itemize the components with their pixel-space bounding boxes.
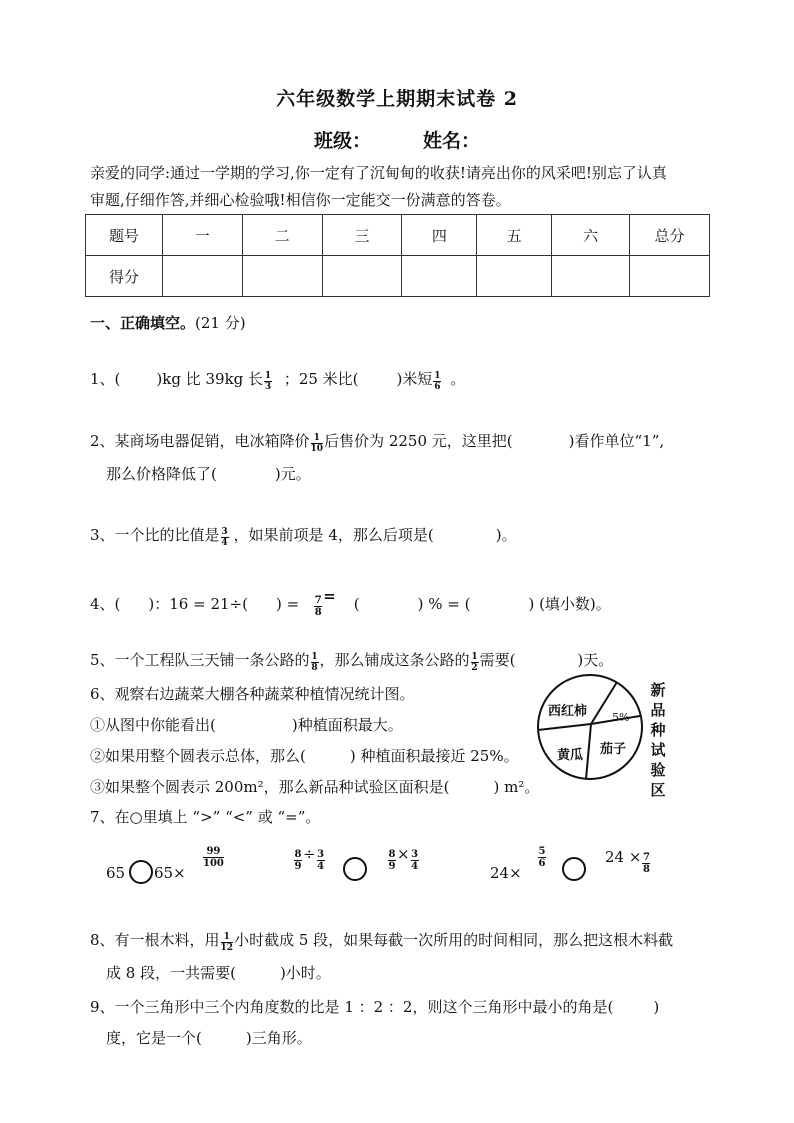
q9-text: 9、一个三角形中三个内角度数的比是 1 ：2 ：2，则这个三角形中最小的角是( bbox=[90, 998, 614, 1016]
q3-text: )。 bbox=[495, 526, 517, 544]
score-cell: 题号 bbox=[86, 215, 163, 256]
question-9-line-2 bbox=[106, 1027, 312, 1048]
compare-expr-3-right: 24 × $\frac{7}{8}$ bbox=[605, 848, 650, 875]
question-2 bbox=[90, 430, 664, 454]
score-input-cell[interactable] bbox=[402, 256, 477, 297]
class-label: 班级： bbox=[313, 130, 371, 152]
fraction: $\frac{1}{3}$ bbox=[264, 371, 272, 392]
q1-text: )kg 比 39kg 长 bbox=[156, 370, 264, 388]
score-cell: 一 bbox=[162, 215, 242, 256]
score-input-cell[interactable] bbox=[322, 256, 402, 297]
fraction: $\frac{3}{4}$ bbox=[221, 527, 228, 548]
question-2-line-2 bbox=[106, 463, 311, 484]
question-6-part-1 bbox=[90, 714, 403, 735]
q6-text: ①从图中你能看出( bbox=[90, 716, 216, 734]
q8-text: 小时截成 5 段，如果每截一次所用的时间相同，那么把这根木料截 bbox=[234, 931, 674, 949]
student-info bbox=[0, 126, 794, 153]
compare-expr-1-left: 65 bbox=[106, 864, 126, 882]
q6-text: ) 种植面积最接近 25%。 bbox=[349, 747, 519, 765]
score-row-label: 得分 bbox=[86, 256, 163, 297]
q9-text: 度，它是一个( bbox=[106, 1029, 202, 1047]
q2-text: 2、某商场电器促销，电冰箱降价 bbox=[90, 432, 310, 450]
q9-text: )三角形。 bbox=[245, 1029, 312, 1047]
question-8-line-2 bbox=[106, 962, 331, 983]
fraction: $\frac{1}{10}$ bbox=[310, 433, 324, 454]
compare-circle-3[interactable] bbox=[562, 857, 586, 881]
fraction: $\frac{99}{100}$ bbox=[203, 846, 224, 869]
q1-text: )米短 bbox=[396, 370, 433, 388]
q9-text: ) bbox=[653, 998, 660, 1016]
equals-sign: = bbox=[323, 587, 336, 605]
question-6-part-3 bbox=[90, 776, 539, 797]
q1-text: 。 bbox=[450, 370, 466, 388]
compare-expr-1-right: 65× bbox=[154, 864, 186, 882]
q2-text: )元。 bbox=[274, 465, 311, 483]
score-cell: 二 bbox=[242, 215, 322, 256]
compare-expr-2-left: $\frac{8}{9}$ ÷ $\frac{3}{4}$ bbox=[294, 845, 325, 872]
intro-line-2: 审题,仔细作答,并细心检验哦!相信你一定能交一份满意的答卷。 bbox=[90, 191, 511, 209]
score-table-score-row bbox=[86, 256, 710, 297]
pie-label-percent: 5% bbox=[612, 711, 630, 724]
pie-divider bbox=[586, 724, 591, 779]
fraction: $\frac{5}{6}$ bbox=[538, 846, 546, 869]
question-8 bbox=[90, 929, 673, 953]
q2-text: 那么价格降低了( bbox=[106, 465, 217, 483]
pie-label-cucumber: 黄瓜 bbox=[557, 748, 584, 763]
score-cell: 三 bbox=[322, 215, 402, 256]
fraction: $\frac{1}{8}$ bbox=[311, 652, 318, 673]
score-table-header-row bbox=[86, 215, 710, 256]
score-cell: 四 bbox=[402, 215, 477, 256]
pie-divider bbox=[538, 724, 591, 730]
score-input-cell[interactable] bbox=[552, 256, 630, 297]
question-5 bbox=[90, 649, 613, 673]
score-input-cell[interactable] bbox=[630, 256, 710, 297]
intro-line-1: 亲爱的同学:通过一学期的学习,你一定有了沉甸甸的收获!请亮出你的风采吧!别忘了认真 bbox=[90, 164, 667, 182]
compare-expr-2-right: $\frac{8}{9}$ × $\frac{3}{4}$ bbox=[388, 845, 419, 872]
compare-circle-1[interactable] bbox=[129, 860, 153, 884]
question-6-part-2 bbox=[90, 745, 519, 766]
question-6: 6、观察右边蔬菜大棚各种蔬菜种植情况统计图。 bbox=[90, 685, 415, 703]
score-input-cell[interactable] bbox=[242, 256, 322, 297]
pie-label-tomato: 西红柿 bbox=[548, 704, 588, 719]
q5-text: )天。 bbox=[577, 651, 614, 669]
q5-text: ，那么铺成这条公路的 bbox=[319, 651, 470, 669]
q6-text: ) m²。 bbox=[493, 778, 540, 796]
q6-text: )种植面积最大。 bbox=[291, 716, 403, 734]
q6-text: ②如果用整个圆表示总体，那么( bbox=[90, 747, 306, 765]
score-cell: 总分 bbox=[630, 215, 710, 256]
section-1-heading bbox=[90, 312, 246, 333]
score-input-cell[interactable] bbox=[162, 256, 242, 297]
vegetable-pie-chart bbox=[535, 672, 645, 782]
fraction: $\frac{7}{8}$ bbox=[314, 595, 322, 618]
name-label: 姓名： bbox=[423, 130, 481, 152]
section-1-title: 一、正确填空。 bbox=[90, 314, 196, 332]
score-input-cell[interactable] bbox=[477, 256, 552, 297]
fraction: $\frac{1}{12}$ bbox=[220, 932, 234, 953]
question-4 bbox=[90, 587, 611, 618]
q4-text: ) = bbox=[275, 595, 300, 613]
q8-text: )小时。 bbox=[279, 964, 331, 982]
question-7: 7、在○里填上 “>” “<” 或 “=”。 bbox=[90, 808, 321, 826]
question-3 bbox=[90, 524, 517, 548]
question-9 bbox=[90, 996, 659, 1017]
score-table bbox=[85, 214, 710, 297]
section-1-points: (21 分) bbox=[195, 314, 246, 332]
fraction: $\frac{1}{2}$ bbox=[471, 652, 478, 673]
q6-text: ③如果整个圆表示 200m²，那么新品种试验区面积是( bbox=[90, 778, 450, 796]
q3-text: ，如果前项是 4，那么后项是( bbox=[233, 526, 434, 544]
score-cell: 六 bbox=[552, 215, 630, 256]
q4-text: ) (填小数)。 bbox=[528, 595, 611, 613]
question-1 bbox=[90, 368, 465, 392]
q8-text: 成 8 段，一共需要( bbox=[106, 964, 236, 982]
new-variety-label: 新 品 种 试 验 区 bbox=[650, 681, 666, 799]
q8-text: 8、有一根木料，用 bbox=[90, 931, 220, 949]
fraction: $\frac{1}{6}$ bbox=[434, 371, 441, 392]
pie-label-eggplant: 茄子 bbox=[600, 742, 627, 757]
q3-text: 3、一个比的比值是 bbox=[90, 526, 220, 544]
page-title: 六年级数学上期期末试卷 2 bbox=[276, 88, 518, 110]
q1-text: ；25 米比( bbox=[283, 370, 359, 388]
q4-text: )：16 = 21÷( bbox=[148, 595, 248, 613]
compare-circle-2[interactable] bbox=[343, 857, 367, 881]
compare-expr-3-left: 24× bbox=[490, 864, 522, 882]
q4-text: ) % = ( bbox=[417, 595, 471, 613]
score-cell: 五 bbox=[477, 215, 552, 256]
q4-text: ( bbox=[353, 595, 360, 613]
q4-text: 4、( bbox=[90, 595, 121, 613]
q2-text: 后售价为 2250 元，这里把( bbox=[324, 432, 513, 450]
q5-text: 5、一个工程队三天铺一条公路的 bbox=[90, 651, 310, 669]
q5-text: 需要( bbox=[479, 651, 516, 669]
q1-text: 1、( bbox=[90, 370, 121, 388]
q2-text: )看作单位“1”, bbox=[568, 432, 665, 450]
